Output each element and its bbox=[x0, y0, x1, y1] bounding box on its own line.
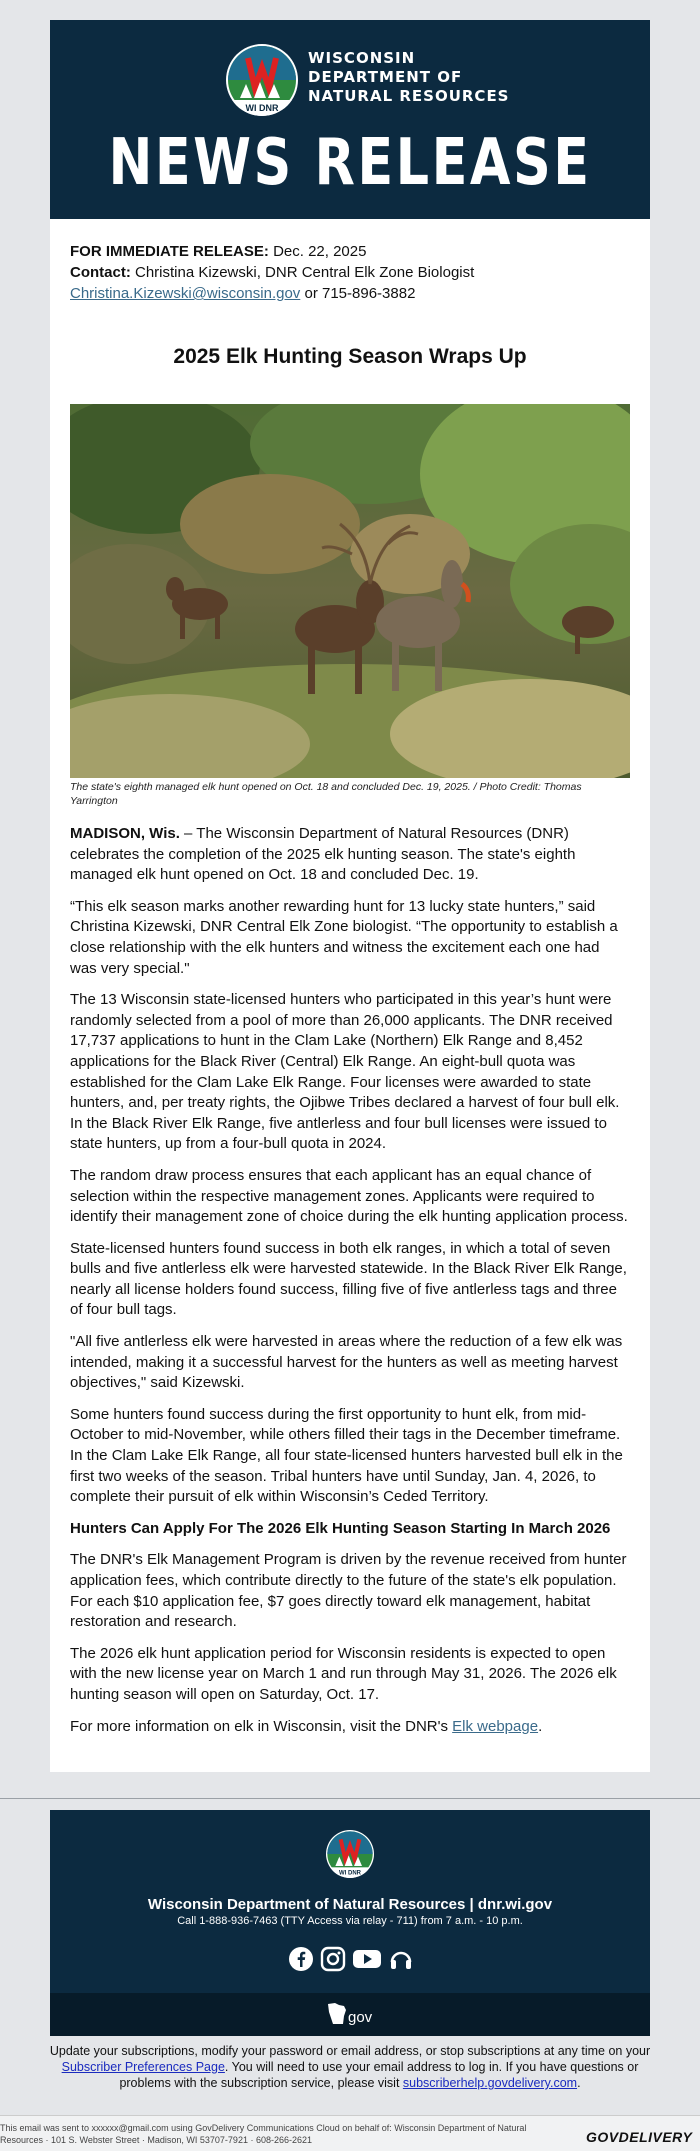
section-subhead: Hunters Can Apply For The 2026 Elk Hunting Season Starting In March 2026 bbox=[70, 1519, 611, 1537]
header-banner bbox=[50, 20, 650, 219]
contact-name: Christina Kizewski, DNR Central Elk Zone Biologist bbox=[135, 264, 475, 281]
footer-call-line: Call 1-888-936-7463 (TTY Access via relay - 711) from 7 a.m. - 10 p.m. bbox=[177, 1915, 523, 1927]
podcast-icon[interactable] bbox=[388, 1946, 414, 1972]
fineprint-line-2: Resources · 101 S. Webster Street · Madison, WI 53707-7921 · 608-266-2621 bbox=[0, 2135, 312, 2145]
elk-photo bbox=[70, 404, 630, 778]
paragraph-2: “This elk season marks another rewarding hunt for 13 lucky state hunters,” said Christina Kizewski, DNR Central Elk Zone biologist. “The opportunity to establish a close relationship with the elk hunters and witness the excitement each one had was very special." bbox=[70, 897, 618, 977]
contact-label: Contact: bbox=[70, 264, 131, 281]
subscription-text-2: . You will need to use your email address to log in. If you have questions or problems with the subscription service, please visit bbox=[119, 2060, 639, 2090]
email-phone-line bbox=[70, 283, 630, 304]
news-release-card bbox=[50, 20, 650, 1772]
release-date: Dec. 22, 2025 bbox=[273, 243, 367, 260]
paragraph-3: The 13 Wisconsin state-licensed hunters who participated in this year’s hunt were randomly selected from a pool of more than 26,000 applicants. The DNR received 17,737 applications to hunt in the Clam Lake (Northern) Elk Range and 8,452 applications for the Black River (Central) Elk Range. An eight-bull quota was established for the Clam Lake Elk Range. Four licenses were awarded to state hunters, and, per treaty rights, the Ojibwe Tribes declared a harvest of four bull elk. In the Black River Elk Range, five antlerless and four bull licenses were issued to state hunters, up from a four-bull quota in 2024. bbox=[70, 991, 620, 1153]
fineprint-bar bbox=[0, 2115, 700, 2151]
contact-email-link[interactable]: Christina.Kizewski@wisconsin.gov bbox=[70, 285, 301, 302]
fineprint-line-1: This email was sent to xxxxxx@gmail.com using GovDelivery Communications Cloud on behalf of: Wisconsin Department of Natural bbox=[0, 2123, 527, 2133]
release-label: FOR IMMEDIATE RELEASE: bbox=[70, 243, 269, 260]
facebook-icon[interactable] bbox=[288, 1946, 314, 1972]
release-line bbox=[70, 241, 630, 262]
paragraph-10-end: . bbox=[538, 1717, 543, 1735]
paragraph-1-text: – The Wisconsin Department of Natural Resources (DNR) celebrates the completion of the 2025 elk hunting season. The state's eighth managed elk hunt opened on Oct. 18 and concluded Dec. 19. bbox=[70, 825, 576, 884]
subscription-text-1: Update your subscriptions, modify your password or email address, or stop subscriptions at any time on your bbox=[49, 2044, 651, 2058]
wordmark-line-1: WISCONSIN bbox=[308, 49, 416, 67]
divider-line bbox=[0, 1798, 700, 1799]
footer-agency[interactable]: Wisconsin Department of Natural Resources | dnr.wi.gov bbox=[147, 1896, 553, 1913]
gov-label: gov bbox=[348, 2009, 373, 2026]
article-headline: 2025 Elk Hunting Season Wraps Up bbox=[173, 345, 527, 368]
subscriber-help-link[interactable]: subscriberhelp.govdelivery.com bbox=[402, 2076, 578, 2090]
footer-badge-label: WI DNR bbox=[339, 1870, 361, 1877]
footer-dnr-logo[interactable] bbox=[326, 1830, 374, 1878]
paragraph-10 bbox=[70, 1717, 630, 1738]
agency-wordmark bbox=[308, 49, 510, 106]
instagram-icon[interactable] bbox=[320, 1946, 346, 1972]
wi-dnr-logo bbox=[226, 44, 298, 116]
contact-block bbox=[70, 241, 630, 304]
wordmark-line-2: DEPARTMENT OF bbox=[308, 68, 463, 86]
phone-separator: or bbox=[304, 285, 318, 302]
wordmark-line-3: NATURAL RESOURCES bbox=[308, 87, 510, 105]
article-body bbox=[70, 824, 630, 1748]
paragraph-7: Some hunters found success during the first opportunity to hunt elk, from mid-October to mid-November, while others filled their tags in the December timeframe. In the Clam Lake Elk Range, all four state-licensed hunters harvested bull elk in the first two weeks of the season. Tribal hunters have until Sunday, Jan. 4, 2026, to complete their pursuit of elk within Wisconsin’s Ceded Territory. bbox=[70, 1405, 623, 1506]
paragraph-10-text: For more information on elk in Wisconsin, visit the DNR's bbox=[70, 1717, 448, 1735]
paragraph-5: State-licensed hunters found success in both elk ranges, in which a total of seven bulls and five antlerless elk were harvested statewide. In the Black River Elk Range, nearly all license holders found success, filling five of five antlerless tags and three of four bull tags. bbox=[70, 1239, 627, 1319]
youtube-icon[interactable] bbox=[352, 1946, 382, 1972]
news-release-title: NEWS RELEASE bbox=[108, 126, 592, 200]
paragraph-8: The DNR's Elk Management Program is driven by the revenue received from hunter application fees, which contribute directly to the future of the state's elk population. For each $10 application fee, $7 goes directly toward elk management, habitat restoration and research. bbox=[70, 1551, 627, 1631]
elk-webpage-link[interactable]: Elk webpage bbox=[452, 1717, 539, 1735]
paragraph-9: The 2026 elk hunt application period for Wisconsin residents is expected to open with the new license year on March 1 and run through May 31, 2026. The 2026 elk hunting season will open on Saturday, Oct. 17. bbox=[70, 1644, 617, 1703]
paragraph-4: The random draw process ensures that each applicant has an equal chance of selection within the respective management zones. Applicants were required to identify their management zone of choice during the elk hunting application process. bbox=[70, 1166, 628, 1226]
wisconsin-gov-logo[interactable] bbox=[325, 2000, 377, 2028]
logo-badge-label: WI DNR bbox=[245, 103, 279, 113]
photo-caption: The state's eighth managed elk hunt opened on Oct. 18 and concluded Dec. 19, 2025. / Photo Credit: Thomas Yarrington bbox=[70, 781, 582, 807]
subscription-text-3: . bbox=[577, 2076, 581, 2090]
paragraph-1 bbox=[70, 824, 630, 886]
contact-phone: 715-896-3882 bbox=[322, 285, 416, 302]
fineprint-text bbox=[0, 2122, 580, 2146]
social-links bbox=[288, 1946, 412, 1972]
footer-banner bbox=[50, 1810, 650, 2036]
contact-line bbox=[70, 262, 630, 283]
dateline: MADISON, Wis. bbox=[70, 825, 180, 842]
govdelivery-logo[interactable]: GOVDELIVERY bbox=[586, 2129, 693, 2145]
subscriber-preferences-link[interactable]: Subscriber Preferences Page bbox=[61, 2060, 225, 2074]
paragraph-6: "All five antlerless elk were harvested in areas where the reduction of a few elk was intended, making it a successful harvest for the hunters as well as meeting harvest objectives," said Kizewski. bbox=[70, 1333, 623, 1392]
subscription-notice bbox=[40, 2043, 660, 2091]
